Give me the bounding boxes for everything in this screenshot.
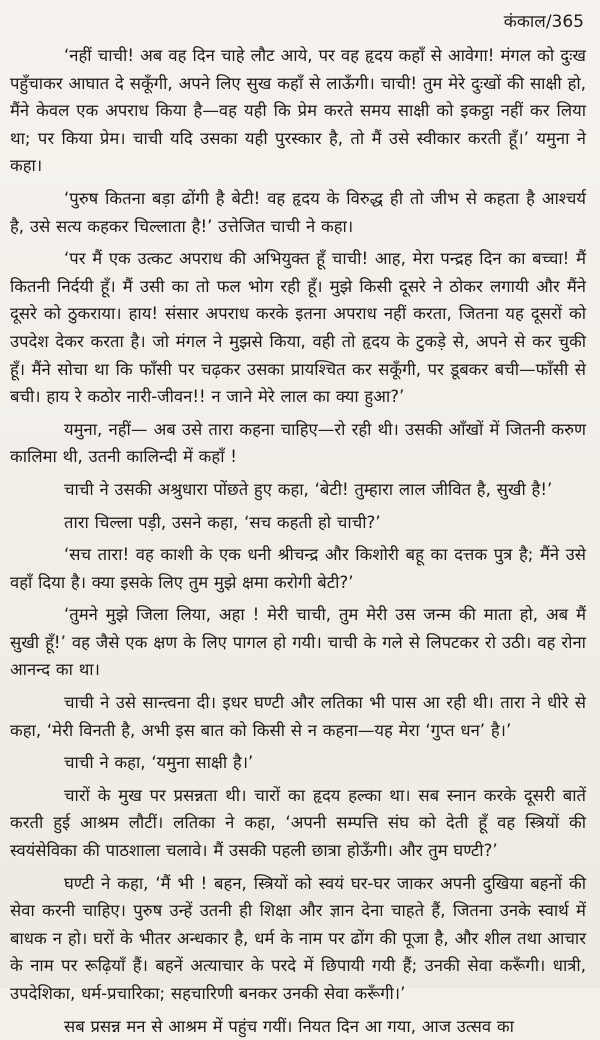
paragraph: चारों के मुख पर प्रसन्नता थी। चारों का हृदय हल्का था। सब स्नान करके दूसरी बातें करती हुई आश्रम लौटीं। लतिका ने कहा, ‘अपनी सम्पत्ति संघ को देती हूँ वह स्त्रियों की स्वयंसेविका की पाठशाला चलावे। मैं उसकी पहली छात्रा होऊँगी। और तुम घण्टी?’ (10, 785, 586, 861)
running-header: कंकाल/365 (503, 12, 584, 32)
paragraph: ‘सच तारा! वह काशी के एक धनी श्रीचन्द्र और किशोरी बहू का दत्तक पुत्र है; मैंने उसे वहाँ दिया है। क्या इसके लिए तुम मुझे क्षमा करोगी बेटी?’ (10, 545, 586, 592)
paragraph: यमुना, नहीं— अब उसे तारा कहना चाहिए—रो रही थी। उसकी आँखों में जितनी करुण कालिमा थी, उतनी कालिन्दी में कहाँ ! (10, 419, 586, 467)
paragraph: ‘पुरुष कितना बड़ा ढोंगी है बेटी! वह हृदय के विरुद्ध ही तो जीभ से कहता है आश्चर्य है, उसे सत्य कहकर चिल्लाता है!’ उत्तेजित चाची ने कहा। (10, 188, 586, 236)
paragraph: ‘पर मैं एक उत्कट अपराध की अभियुक्त हूँ चाची! आह, मेरा पन्द्रह दिन का बच्चा! मैं कितनी निर्दयी हूँ। मैं उसी का तो फल भोग रही हूँ। मुझे किसी दूसरे ने ठोकर लगायी और मैंने दूसरे को ठुकराया। हाय! संसार अपराध करके इतना अपराध नहीं करता, जितना यह दूसरों को उपदेश देकर करता है। जो मंगल ने मुझसे किया, वही तो हृदय के टुकड़े से, अपने से कर चुकी हूँ। मैंने सोचा था कि फाँसी पर चढ़कर उसका प्रायश्चित कर सकूँगी, पर डूबकर बची—फाँसी से बची। हाय रे कठोर नारी-जीवन!! न जाने मेरे लाल का क्या हुआ?’ (10, 249, 586, 407)
paragraph: ‘नहीं चाची! अब वह दिन चाहे लौट आये, पर वह हृदय कहाँ से आवेगा! मंगल को दुःख पहुँचाकर आघात दे सकूँगी, अपने लिए सुख कहाँ से लाऊँगी। चाची! तुम मेरे दुःखों की साक्षी हो, मैंने केवल एक अपराध किया है—वह यही कि प्रेम करते समय साक्षी को इकट्ठा नहीं कर लिया था; पर किया प्रेम। चाची यदि उसका यही पुरस्कार है, तो मैं उसे स्वीकार करती हूँ।’ यमुना ने कहा। (10, 46, 586, 176)
paragraph: घण्टी ने कहा, ‘मैं भी ! बहन, स्त्रियों को स्वयं घर-घर जाकर अपनी दुखिया बहनों की सेवा करनी चाहिए। पुरुष उन्हें उतनी ही शिक्षा और ज्ञान देना चाहते हैं, जितना उनके स्वार्थ में बाधक न हो। घरों के भीतर अन्धकार है, धर्म के नाम पर ढोंग की पूजा है, और शील तथा आचार के नाम पर रूढ़ियाँ हैं। बहनें अत्याचार के परदे में छिपायी गयी हैं; उनकी सेवा करूँगी। धात्री, उपदेशिका, धर्म-प्रचारिका; सहचारिणी बनकर उनकी सेवा करूँगी।’ (10, 873, 586, 1003)
page-body (10, 42, 586, 1040)
paragraph: सब प्रसन्न मन से आश्रम में पहुंच गयीं। नियत दिन आ गया, आज उत्सव का (64, 1016, 514, 1036)
paragraph: तारा चिल्ला पड़ी, उसने कहा, ‘सच कहती हो चाची?’ (64, 512, 381, 532)
paragraph: चाची ने उसकी अश्रुधारा पोंछते हुए कहा, ‘बेटी! तुम्हारा लाल जीवित है, सुखी है!’ (64, 479, 553, 499)
paragraph: चाची ने कहा, ‘यमुना साक्षी है।’ (64, 753, 254, 773)
paragraph: चाची ने उसे सान्त्वना दी। इधर घण्टी और लतिका भी पास आ रही थी। तारा ने धीरे से कहा, ‘मेरी विनती है, अभी इस बात को किसी से न कहना—यह मेरा ‘गुप्त धन’ है।’ (10, 693, 586, 740)
paragraph: ‘तुमने मुझे जिला लिया, अहा ! मेरी चाची, तुम मेरी उस जन्म की माता हो, अब मैं सुखी हूँ!’ वह जैसे एक क्षण के लिए पागल हो गयी। चाची के गले से लिपटकर रो उठी। वह रोना आनन्द का था। (10, 605, 586, 680)
